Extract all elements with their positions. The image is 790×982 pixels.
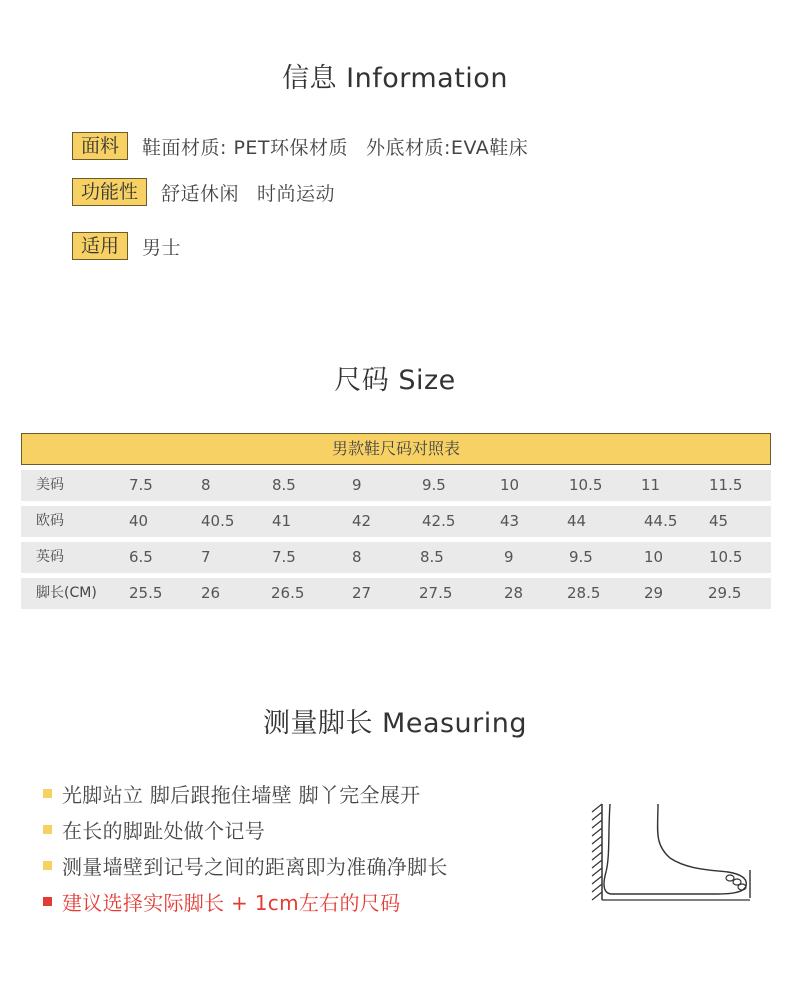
size-cell: 8	[201, 476, 211, 494]
size-cell: 29	[644, 584, 664, 602]
info-value: 舒适休闲	[161, 182, 240, 205]
size-cell: 8.5	[420, 548, 444, 566]
table-row-eu	[21, 506, 771, 537]
size-cell: 28.5	[567, 584, 601, 602]
info-values	[142, 233, 181, 260]
info-tag: 适用	[72, 232, 128, 260]
table-row-uk	[21, 542, 771, 573]
size-cell: 11.5	[709, 476, 743, 494]
info-row-suitable	[72, 232, 181, 260]
size-cell: 7	[201, 548, 211, 566]
bullet-square-icon	[43, 825, 52, 834]
size-cell: 42	[352, 512, 372, 530]
measuring-step	[43, 847, 448, 883]
measuring-step	[43, 811, 448, 847]
info-value: 外底材质:EVA鞋床	[366, 136, 529, 159]
size-chart-table	[21, 433, 771, 609]
size-title: 尺码 Size	[334, 365, 456, 396]
info-tag: 面料	[72, 132, 128, 160]
info-row-material	[72, 132, 528, 160]
step-text: 在长的脚趾处做个记号	[62, 818, 265, 843]
bullet-square-icon	[43, 897, 52, 906]
measuring-step	[43, 775, 448, 811]
size-cell: 45	[709, 512, 729, 530]
row-label: 欧码	[36, 513, 64, 529]
info-value: 鞋面材质: PET环保材质	[142, 136, 349, 159]
info-tag: 功能性	[72, 178, 147, 206]
table-row-us	[21, 470, 771, 501]
size-cell: 8.5	[272, 476, 296, 494]
size-cell: 10.5	[569, 476, 603, 494]
info-row-function	[72, 178, 335, 206]
size-cell: 10	[500, 476, 520, 494]
size-cell: 9	[352, 476, 362, 494]
size-cell: 28	[504, 584, 524, 602]
info-value: 时尚运动	[257, 182, 336, 205]
size-cell: 42.5	[422, 512, 456, 530]
measuring-title: 测量脚长 Measuring	[262, 708, 528, 739]
row-label: 脚长(CM)	[36, 585, 97, 601]
size-cell: 9.5	[569, 548, 593, 566]
row-label: 美码	[36, 477, 64, 493]
size-cell: 9.5	[422, 476, 446, 494]
size-cell: 41	[272, 512, 292, 530]
size-cell: 26.5	[271, 584, 305, 602]
size-cell: 6.5	[129, 548, 153, 566]
foot-measure-icon	[588, 800, 758, 914]
step-text: 光脚站立 脚后跟拖住墙壁 脚丫完全展开	[62, 782, 421, 807]
size-cell: 40.5	[201, 512, 235, 530]
size-cell: 26	[201, 584, 221, 602]
size-cell: 7.5	[129, 476, 153, 494]
bullet-square-icon	[43, 789, 52, 798]
step-text: 测量墙壁到记号之间的距离即为准确净脚长	[62, 854, 448, 879]
size-cell: 43	[500, 512, 520, 530]
size-cell: 9	[504, 548, 514, 566]
size-cell: 10	[644, 548, 664, 566]
size-cell: 44	[567, 512, 587, 530]
info-values	[142, 133, 528, 160]
size-cell: 44.5	[644, 512, 678, 530]
size-cell: 25.5	[129, 584, 163, 602]
size-cell: 27	[352, 584, 372, 602]
size-cell: 10.5	[709, 548, 743, 566]
size-cell: 29.5	[708, 584, 742, 602]
size-table-title: 男款鞋尺码对照表	[21, 433, 771, 465]
bullet-square-icon	[43, 861, 52, 870]
info-title: 信息 Information	[282, 63, 508, 94]
measuring-step-warning	[43, 883, 448, 919]
info-value: 男士	[142, 236, 182, 259]
size-cell: 7.5	[272, 548, 296, 566]
size-cell: 27.5	[419, 584, 453, 602]
table-row-foot-length	[21, 578, 771, 609]
measuring-steps	[43, 775, 448, 919]
size-cell: 11	[641, 476, 661, 494]
size-cell: 40	[129, 512, 149, 530]
size-cell: 8	[352, 548, 362, 566]
step-text: 建议选择实际脚长 + 1cm左右的尺码	[62, 890, 401, 915]
info-values	[161, 179, 335, 206]
row-label: 英码	[36, 549, 64, 565]
